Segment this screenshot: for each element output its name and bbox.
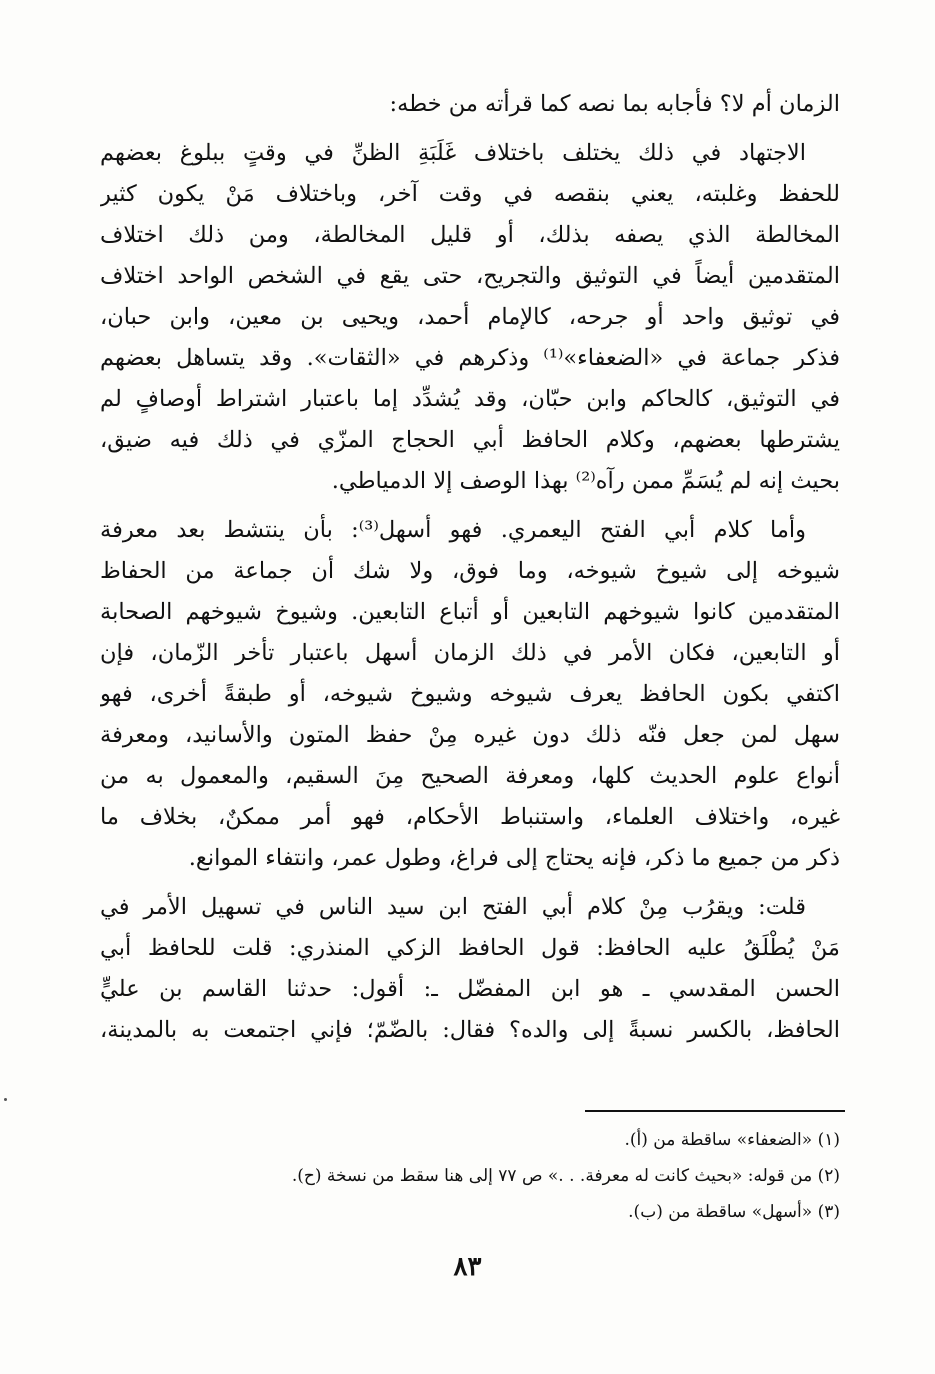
main-text — [100, 84, 840, 1051]
text-line: ذكر من جميع ما ذكر، فإنه يحتاج إلى فراغ، وطول عمر، وانتفاء الموانع. — [188, 845, 840, 871]
text-line: للحفظ وغلبته، يعني بنقصه في وقت آخر، وباختلاف مَنْ يكون كثير — [100, 181, 840, 207]
text-line: المتقدمين كانوا شيوخهم التابعين أو أتباع التابعين. وشيوخ شيوخهم الصحابة — [100, 599, 840, 625]
text-line: شيوخه إلى شيوخ شيوخه، وما فوق، ولا شك أن جماعة من الحفاظ — [100, 558, 840, 584]
scan-speck — [4, 1098, 7, 1101]
text-line: سهل لمن جعل فنّه ذلك دون غيره مِنْ حفظ المتون والأسانيد، ومعرفة — [100, 722, 840, 748]
text-line: الحافظ، بالكسر نسبةً إلى والده؟ فقال: بالضّمّ؛ فإني اجتمعت به بالمدينة، — [100, 1017, 840, 1043]
footnote: (٢) من قوله: «بحيث كانت له معرفة. . .» ص ٧٧ إلى هنا سقط من نسخة (ح). — [291, 1166, 840, 1186]
paragraph-gap — [100, 502, 840, 510]
paragraph-gap — [100, 125, 840, 133]
paragraph-gap — [100, 879, 840, 887]
text-line: المتقدمين أيضاً في التوثيق والتجريح، حتى يقع في الشخص الواحد اختلاف — [100, 263, 840, 289]
footnote-separator — [585, 1110, 845, 1112]
text-line: أو التابعين، فكان الأمر في ذلك الزمان أسهل باعتبار تأخر الزّمان، فإن — [100, 640, 840, 666]
text-line: أنواع علوم الحديث كلها، ومعرفة الصحيح مِنَ السقيم، والمعمول به من — [100, 763, 840, 789]
text-line: مَنْ يُطْلَقُ عليه الحافظ: قول الحافظ الزكي المنذري: قلت للحافظ أبي — [100, 935, 840, 961]
text-line: بحيث إنه لم يُسَمِّ ممن رآه⁽²⁾ بهذا الوصف إلا الدمياطي. — [331, 468, 840, 494]
footnotes — [100, 1122, 840, 1230]
footnote: (١) «الضعفاء» ساقطة من (أ). — [624, 1130, 840, 1150]
text-line: اكتفي بكون الحافظ يعرف شيوخه وشيوخ شيوخه، أو طبقةً أخرى، فهو — [100, 681, 840, 707]
text-line: المخالطة الذي يصفه بذلك، أو قليل المخالطة، ومن ذلك اختلاف — [100, 222, 840, 248]
text-line: الحسن المقدسي ـ هو ابن المفضّل ـ: أقول: حدثنا القاسم بن عليٍّ — [100, 976, 840, 1002]
footnote: (٣) «أسهل» ساقطة من (ب). — [628, 1202, 840, 1222]
text-line: فذكر جماعة في «الضعفاء»⁽¹⁾ وذكرهم في «الثقات». وقد يتساهل بعضهم — [100, 345, 840, 371]
text-line: قلت: ويقرُب مِنْ كلام أبي الفتح ابن سيد الناس في تسهيل الأمر في — [100, 894, 806, 920]
text-line: غيره، واختلاف العلماء، واستنباط الأحكام، فهو أمر ممكنٌ، بخلاف ما — [100, 804, 840, 830]
text-line: في التوثيق، كالحاكم وابن حبّان، وقد يُشدِّد إما باعتبار اشتراط أوصافٍ لم — [100, 386, 840, 412]
text-line: في توثيق واحد أو جرحه، كالإمام أحمد، ويحيى بن معين، وابن حبان، — [100, 304, 840, 330]
text-line: الزمان أم لا؟ فأجابه بما نصه كما قرأته من خطه: — [389, 91, 840, 117]
text-line: الاجتهاد في ذلك يختلف باختلاف غَلَبَةِ الظنِّ في وقتٍ ببلوغ بعضهم — [100, 140, 806, 166]
text-line: يشترطها بعضهم، وكلام الحافظ أبي الحجاج المزّي في ذلك فيه ضيق، — [100, 427, 840, 453]
page-number: ٨٣ — [453, 1252, 482, 1282]
text-line: وأما كلام أبي الفتح اليعمري. فهو أسهل⁽³⁾: بأن ينتشط بعد معرفة — [100, 517, 806, 543]
